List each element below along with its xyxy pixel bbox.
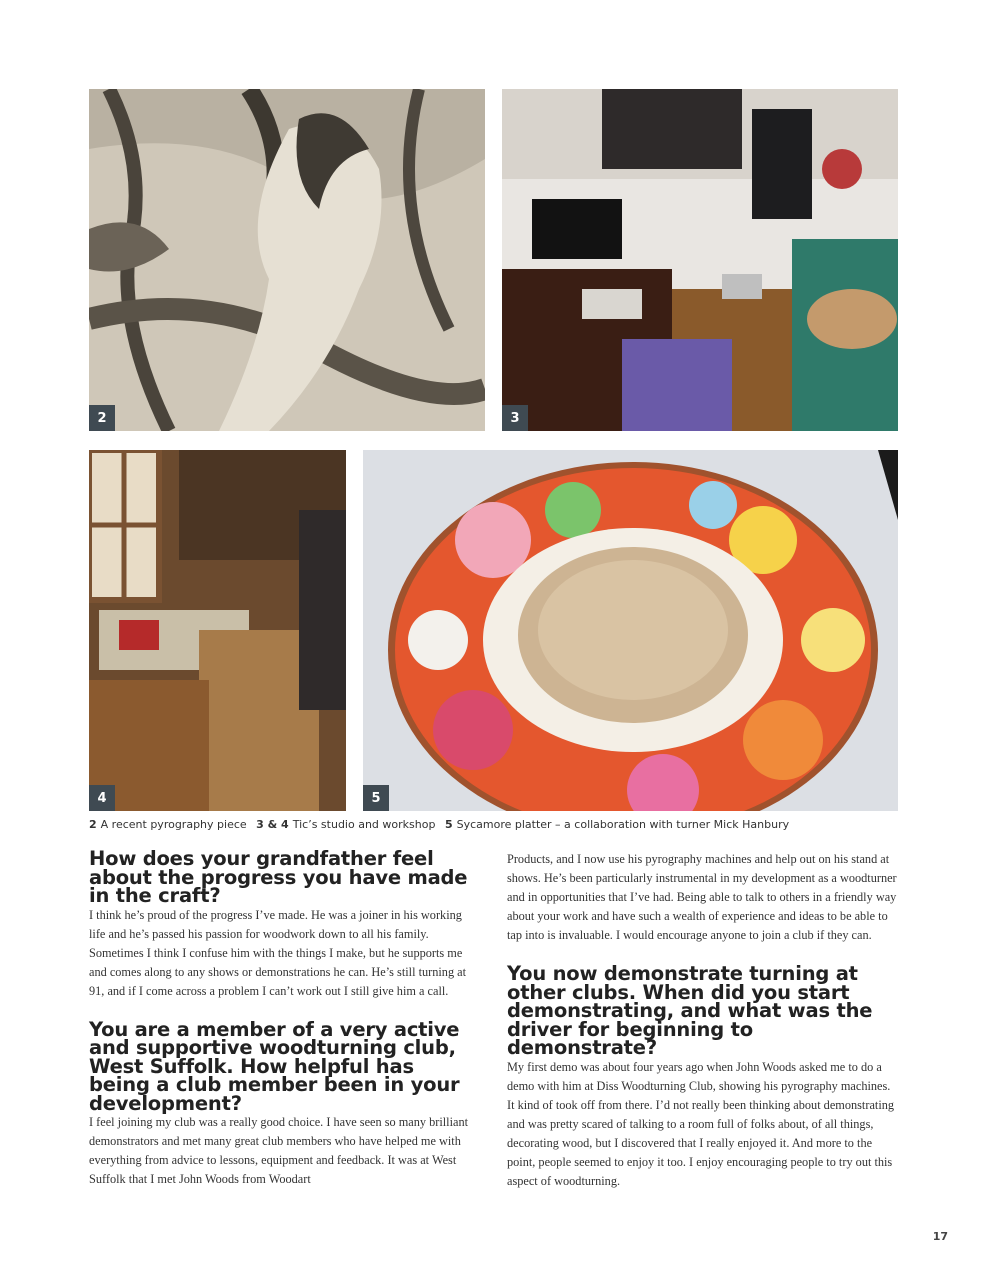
caption-number: 2 — [89, 818, 97, 831]
photo-studio — [502, 89, 898, 431]
article-column-right — [507, 850, 899, 1191]
studio-image — [502, 89, 898, 431]
photo-number-badge: 3 — [502, 405, 528, 431]
photo-pyrography — [89, 89, 485, 431]
question-heading: How does your grandfather feel about the progress you have made in the craft? — [89, 847, 468, 907]
article-column-left — [89, 847, 481, 1189]
workshop-image — [89, 450, 346, 811]
photo-number-badge: 5 — [363, 785, 389, 811]
answer-paragraph: Products, and I now use his pyrography machines and help out on his stand at shows. He’s been particularly instrumental in my development as a woodturner and in opportunities that I’ve had. Being able to talk to others in a friendly way about your work and have such a wealth of experience and ideas to be able to tap into is invaluable. I would encourage anyone to join a club if they can. — [507, 852, 897, 942]
answer-paragraph: I think he’s proud of the progress I’ve made. He was a joiner in his working life and he’s passed his passion for woodwork down to all his family. Sometimes I think I confuse him with the things I make, but he supports me and comes along to any shows or demonstrations he can. He’s still turning at 91, and if I come across a problem I can’t work out I still give him a call. — [89, 907, 467, 998]
caption-text: Sycamore platter – a collaboration with turner Mick Hanbury — [456, 818, 790, 831]
caption-text: Tic’s studio and workshop — [292, 818, 436, 831]
photo-caption — [89, 818, 899, 831]
answer-paragraph: I feel joining my club was a really good choice. I have seen so many brilliant demonstrators and met many great club members who have helped me with everything from advice to lessons, equipment and feedback. It was at West Suffolk that I met John Woods from Woodart — [89, 1115, 469, 1186]
page-number: 17 — [932, 1230, 948, 1243]
question-heading: You are a member of a very active and supportive woodturning club, West Suffolk. How helpful has being a club member been in your development? — [89, 1017, 460, 1115]
caption-text: A recent pyrography piece — [100, 818, 247, 831]
caption-number: 3 & 4 — [256, 818, 289, 831]
platter-image — [363, 450, 898, 811]
photo-number-badge: 2 — [89, 405, 115, 431]
answer-paragraph: My first demo was about four years ago when John Woods asked me to do a demo with him at Diss Woodturning Club, showing his pyrography machines. It kind of took off from there. I’d not really been thinking about demonstrating and was pretty scared of talking to a room full of folks about, of all things, decorating wood, but I discovered that I really enjoyed it. And more to the point, people seemed to enjoy it too. I enjoy encouraging people to try out this aspect of woodturning. — [507, 1059, 895, 1188]
pyrography-image — [89, 89, 485, 431]
photo-number-badge: 4 — [89, 785, 115, 811]
caption-number: 5 — [444, 818, 453, 831]
question-heading: You now demonstrate turning at other clubs. When did you start demonstrating, and what was the driver for beginning to demonstrate? — [507, 962, 873, 1059]
photo-platter — [363, 450, 898, 811]
photo-workshop — [89, 450, 346, 811]
